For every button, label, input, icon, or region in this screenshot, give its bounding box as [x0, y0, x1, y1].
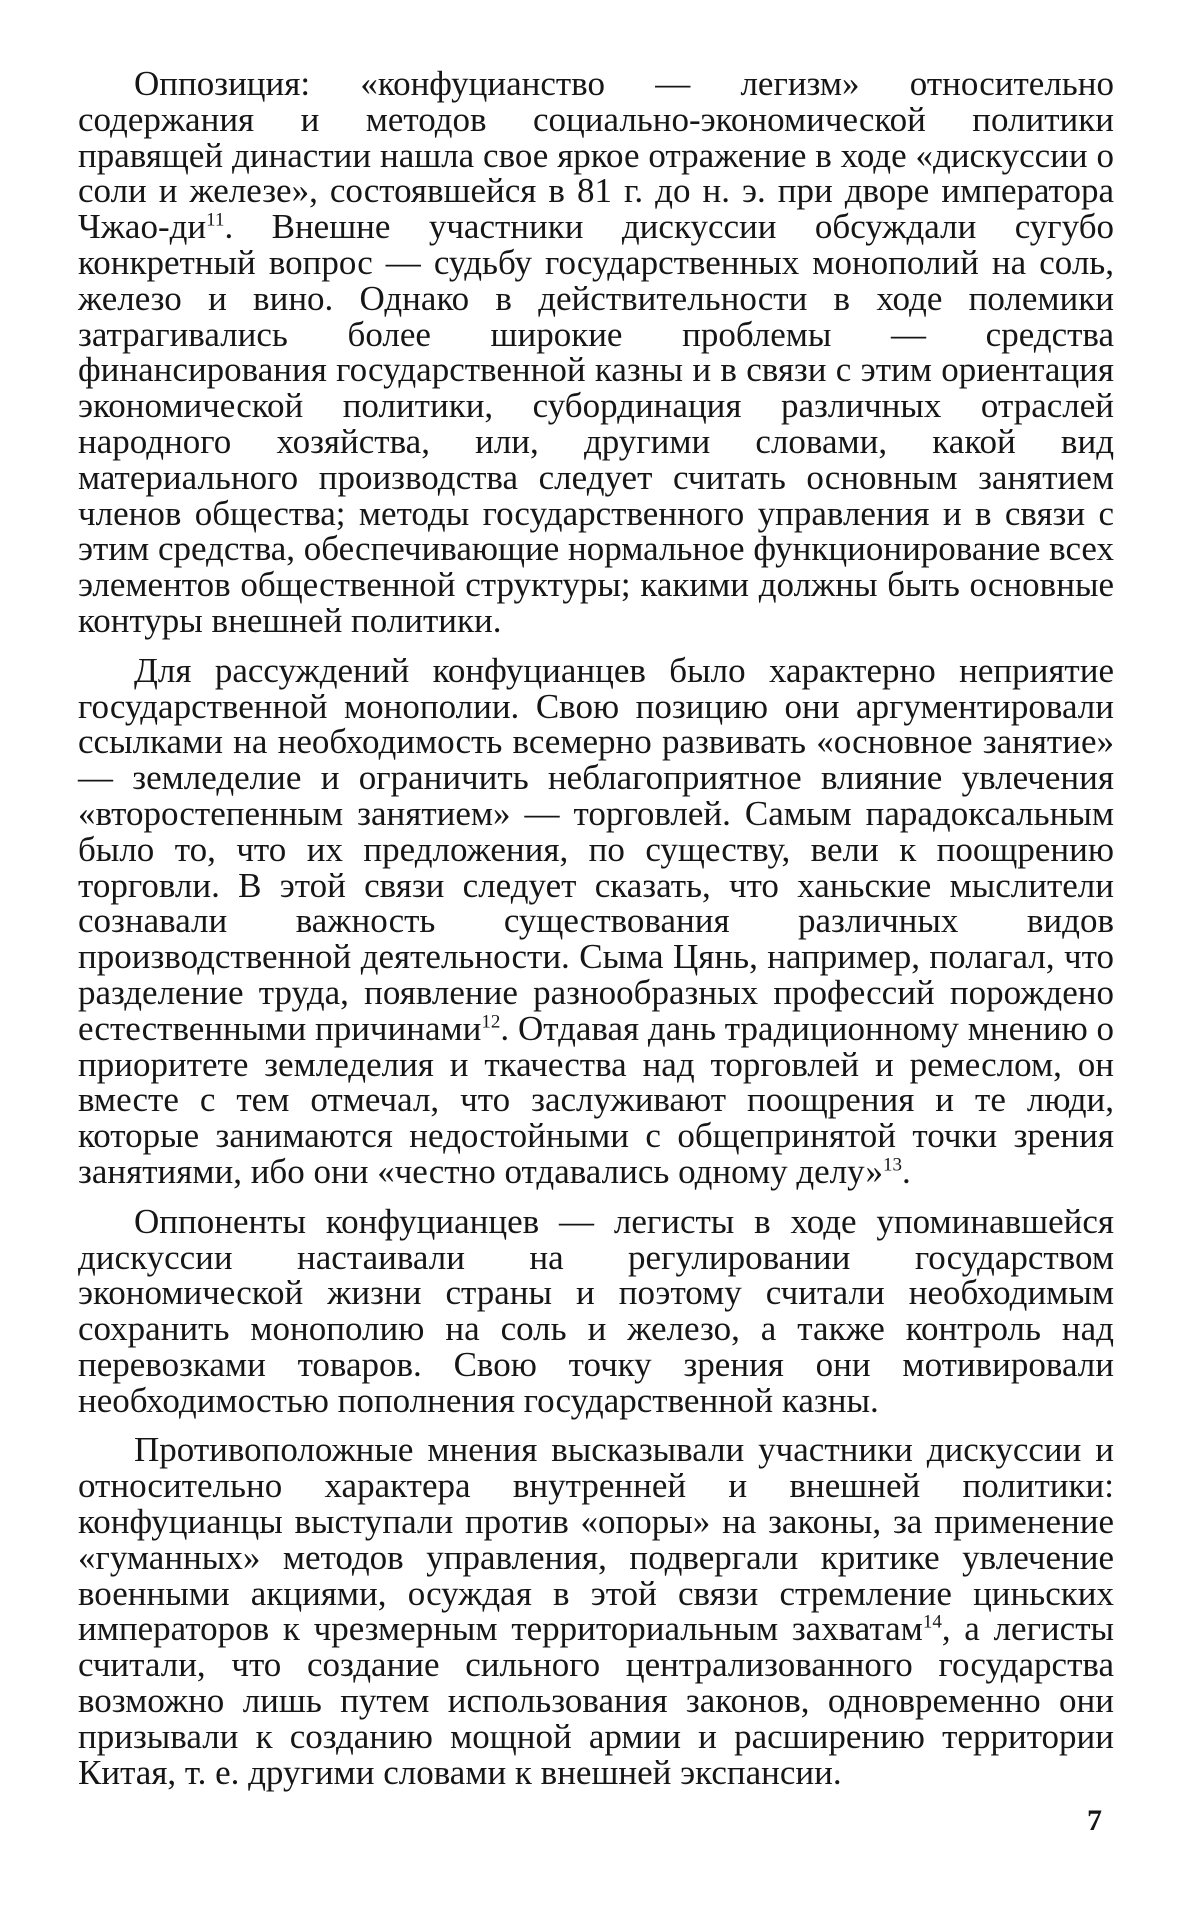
paragraph-text: Для рассуждений конфуцианцев было характерно неприятие государственной монополии. Свою позицию они аргументировали ссылками на необходимость всемерно развивать «основное занятие» — земледелие и ограничить неблагоприятное влияние увлечения «второстепенным занятием» — торговлей. Самым парадоксальным было то, что их предложения, по существу, вели к поощрению торговли. В этой связи следует сказать, что ханьские мыслители сознавали важность существования различных видов производственной деятельности. Сыма Цянь, например, полагал, что разделение труда, появление разнообразных профессий порождено естественными причинами [78, 650, 1114, 1048]
footnote-ref-12: 12 [481, 1011, 501, 1033]
paragraph-text: . Внешне участники дискуссии обсуждали сугубо конкретный вопрос — судьбу государственных монополий на соль, железо и вино. Однако в действительности в ходе полемики затрагивались более широкие проблемы — средства финансирования государственной казны и в связи с этим ориентация экономической политики, субординация различных отраслей народного хозяйства, или, другими словами, какой вид материального производства следует считать основным занятием членов общества; методы государственного управления и в связи с этим средства, обеспечивающие нормальное функционирование всех элементов общественной структуры; какими должны быть основные контуры внешней политики. [78, 207, 1115, 640]
footnote-ref-11: 11 [206, 209, 225, 231]
paragraph-text: . [902, 1151, 911, 1191]
paragraph-text: . Отдавая дань традиционному мнению о приоритете земледелия и ткачества над торговлей и ремеслом, он вместе с тем отмечал, что заслуживают поощрения и те люди, которые занимаются недостойными с общепринятой точки зрения занятиями, ибо они «честно отдавались одному делу» [78, 1008, 1115, 1191]
paragraph-policy [78, 1432, 1114, 1790]
paragraph-text: Противоположные мнения высказывали участники дискуссии и относительно характера внутренней и внешней политики: конфуцианцы выступали против «опоры» на законы, за применение «гуманных» методов управления, подвергали критике увлечение военными акциями, осуждая в этой связи стремление циньских императоров к чрезмерным территориальным захватам [78, 1430, 1114, 1649]
paragraph-legists [78, 1201, 1114, 1420]
paragraph-text: , а легисты считали, что создание сильного централизованного государства возможно лишь путем использования законов, одновременно они призывали к созданию мощной армии и расширению территории Китая, т. е. другими словами к внешней экспансии. [78, 1609, 1115, 1792]
paragraph-confucians [78, 650, 1115, 1191]
paragraph-text: Оппоненты конфуцианцев — легисты в ходе упоминавшейся дискуссии настаивали на регулировании государством экономической жизни страны и поэтому считали необходимым сохранить монополию на соль и железо, а также контроль над перевозками товаров. Свою точку зрения они мотивировали необходимостью пополнения государственной казны. [78, 1201, 1114, 1420]
footnote-ref-14: 14 [922, 1611, 942, 1633]
page-number: 7 [1087, 1804, 1102, 1837]
paragraph-opposition [78, 66, 1114, 639]
footnote-ref-13: 13 [883, 1154, 903, 1176]
paragraph-text: Оппозиция: «конфуцианство — легизм» относительно содержания и методов социально-экономической политики правящей династии нашла свое яркое отражение в ходе «дискуссии о соли и железе», состоявшейся в 81 г. до н. э. при дворе императора Чжао-ди [78, 64, 1114, 247]
page-body [78, 66, 1114, 1790]
